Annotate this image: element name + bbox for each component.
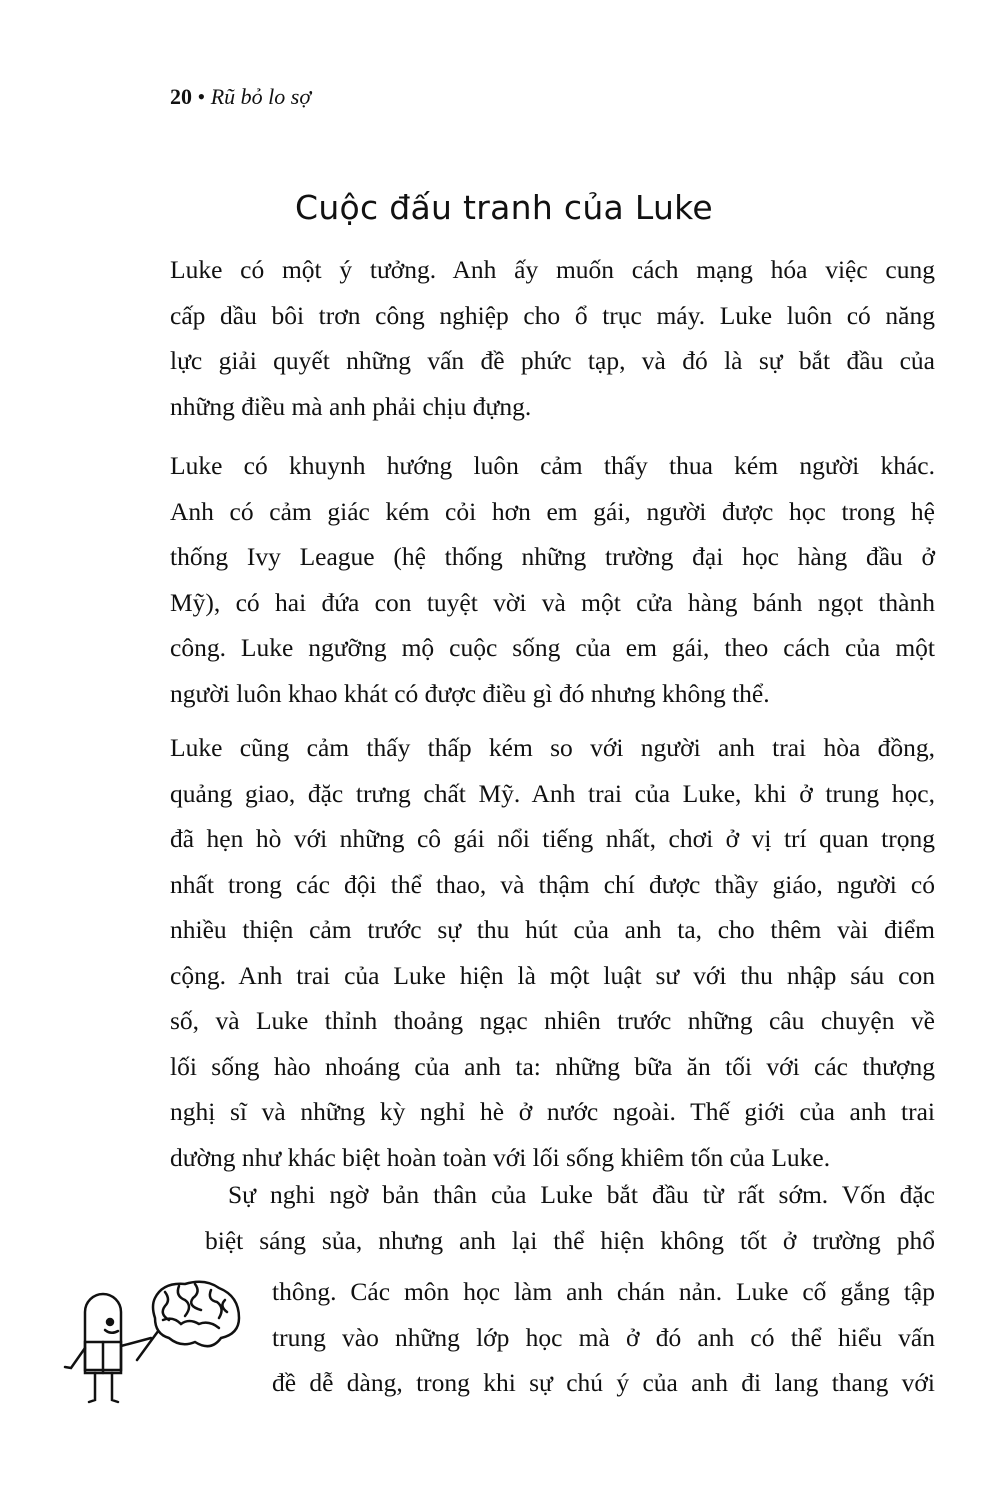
text-line: nhiều thiện cảm trước sự thu hút của anh ta, cho thêm vài điểm — [170, 915, 935, 944]
text-line: lực giải quyết những vấn đề phức tạp, và đó là sự bắt đầu của — [170, 346, 935, 375]
text-line: Anh có cảm giác kém cỏi hơn em gái, người được học trong hệ — [170, 496, 935, 526]
text-line: cấp dầu bôi trơn công nghiệp cho ổ trục máy. Luke luôn có năng — [170, 300, 935, 330]
text-line: cộng. Anh trai của Luke hiện là một luật sư với thu nhập sáu con — [170, 960, 935, 990]
paragraph-4 — [170, 1172, 935, 1406]
text-line: người luôn khao khát có được điều gì đó nhưng không thể. — [170, 678, 770, 708]
header-separator: • — [197, 84, 206, 109]
text-line: nghị sĩ và những kỳ nghỉ hè ở nước ngoài. Thế giới của anh trai — [170, 1097, 935, 1126]
text-line: trung vào những lớp học mà ở đó anh có thể hiểu vấn — [272, 1322, 935, 1352]
text-line: đã hẹn hò với những cô gái nổi tiếng nhất, chơi ở vị trí quan trọng — [170, 824, 935, 853]
paragraph-1 — [170, 247, 935, 429]
text-line: Sự nghi ngờ bản thân của Luke bắt đầu từ rất sớm. Vốn đặc — [228, 1180, 935, 1209]
text-line: thông. Các môn học làm anh chán nản. Luke cố gắng tập — [272, 1277, 935, 1306]
text-line: thống Ivy League (hệ thống những trường đại học hàng đầu ở — [170, 542, 935, 571]
brain-character-illustration-icon — [55, 1270, 245, 1410]
text-line: biệt sáng sủa, nhưng anh lại thể hiện không tốt ở trường phổ — [205, 1225, 935, 1255]
text-line: những điều mà anh phải chịu đựng. — [170, 391, 532, 421]
text-line: Luke có khuynh hướng luôn cảm thấy thua kém người khác. — [170, 451, 935, 480]
paragraph-2 — [170, 443, 935, 716]
page-number: 20 — [170, 84, 192, 109]
text-line: công. Luke ngưỡng mộ cuộc sống của em gái, theo cách của một — [170, 633, 935, 662]
chapter-section-title: Cuộc đấu tranh của Luke — [294, 188, 714, 228]
text-line: Mỹ), có hai đứa con tuyệt vời và một cửa hàng bánh ngọt thành — [170, 587, 935, 617]
paragraph-3 — [170, 725, 935, 1180]
text-line: Luke có một ý tưởng. Anh ấy muốn cách mạng hóa việc cung — [170, 255, 935, 284]
text-line: nhất trong các đội thể thao, và thậm chí được thầy giáo, người có — [170, 869, 935, 899]
text-line: quảng giao, đặc trưng chất Mỹ. Anh trai của Luke, khi ở trung học, — [170, 778, 935, 808]
running-header — [170, 84, 311, 110]
text-line: lối sống hào nhoáng của anh ta: những bữa ăn tối với các thượng — [170, 1051, 935, 1081]
text-line: Luke cũng cảm thấy thấp kém so với người anh trai hòa đồng, — [170, 733, 935, 762]
text-line: số, và Luke thỉnh thoảng ngạc nhiên trước những câu chuyện về — [170, 1006, 935, 1035]
text-line: dường như khác biệt hoàn toàn với lối sống khiêm tốn của Luke. — [170, 1142, 831, 1172]
text-line: đề dễ dàng, trong khi sự chú ý của anh đi lang thang với — [272, 1368, 935, 1397]
book-title: Rũ bỏ lo sợ — [210, 84, 312, 109]
